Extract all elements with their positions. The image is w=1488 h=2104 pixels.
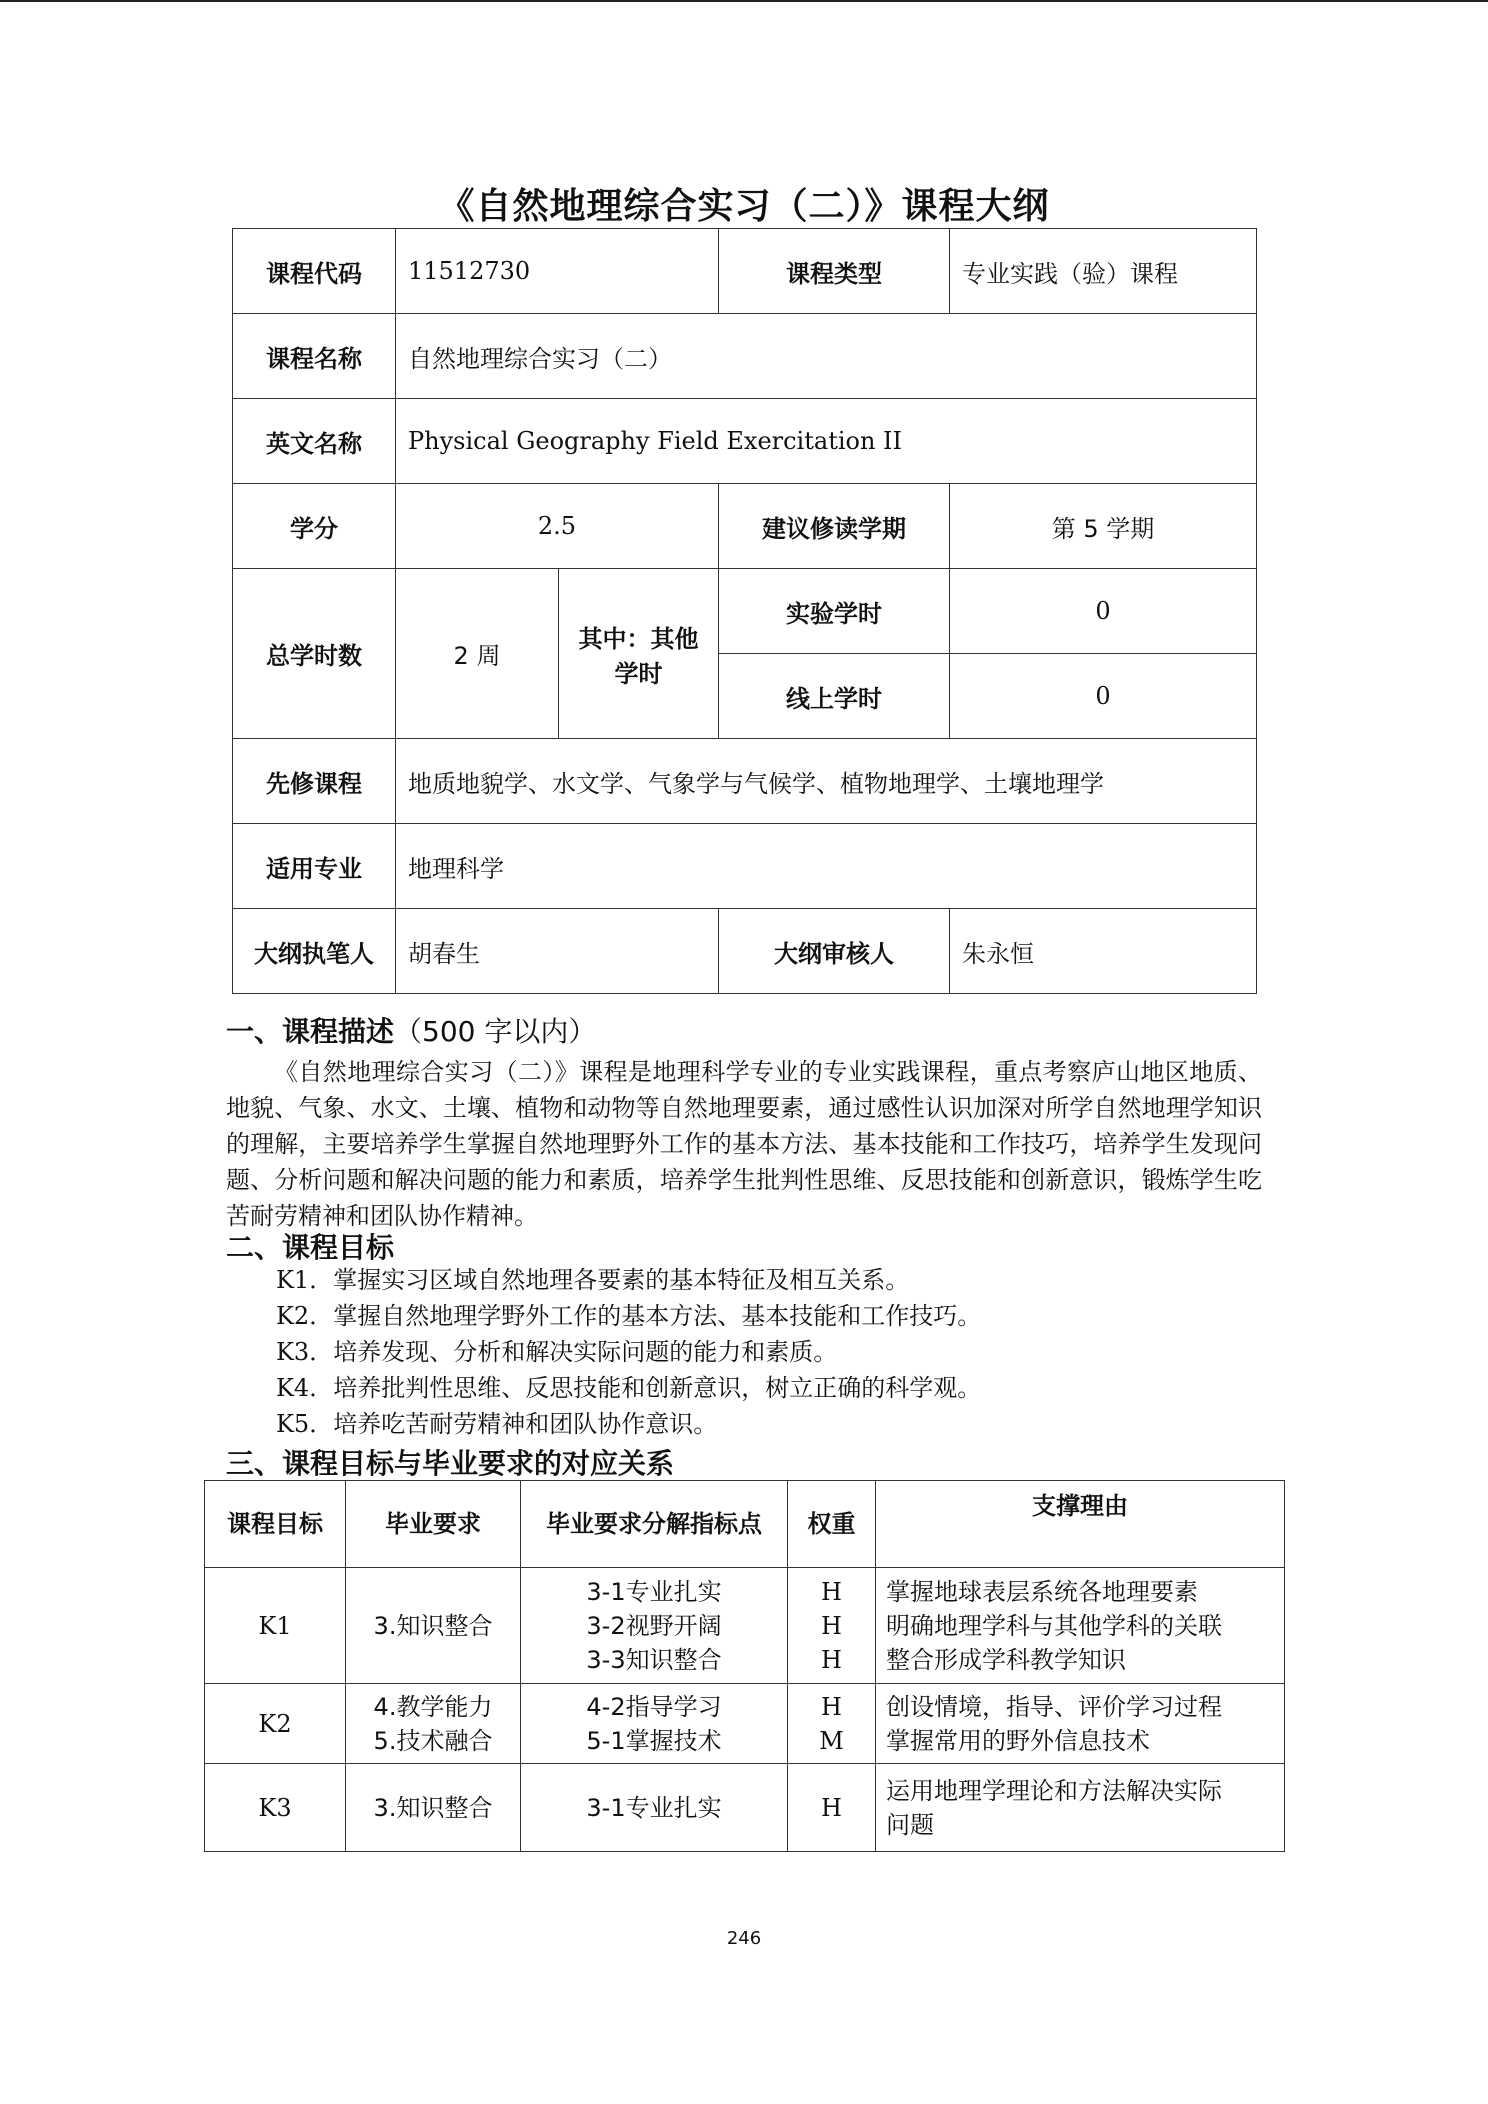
page-number: 246 [726, 1928, 762, 1949]
indicator-item: 5-1掌握技术 [586, 1726, 722, 1755]
table-row [205, 1764, 1285, 1852]
reason-item: 明确地理学科与其他学科的关联 [886, 1611, 1222, 1640]
en-label: 英文名称 [233, 399, 396, 484]
row-requirement [346, 1684, 521, 1764]
section2-heading: 二、课程目标 [226, 1231, 395, 1264]
page-title: 《自然地理综合实习（二）》课程大纲 [438, 186, 1050, 227]
major-value: 地理科学 [396, 824, 1257, 909]
lab-value: 0 [950, 569, 1257, 654]
row-weights [788, 1568, 876, 1684]
table-row [205, 1684, 1285, 1764]
prereq-value: 地质地貌学、水文学、气象学与气候学、植物地理学、土壤地理学 [396, 739, 1257, 824]
row-requirement [346, 1568, 521, 1684]
row-indicators [521, 1684, 788, 1764]
prereq-label: 先修课程 [233, 739, 396, 824]
requirement-item: 3.知识整合 [373, 1793, 493, 1822]
section3-heading: 三、课程目标与毕业要求的对应关系 [226, 1447, 675, 1480]
header-goal: 课程目标 [205, 1481, 346, 1568]
course-info-table [232, 228, 1257, 994]
row-indicators [521, 1568, 788, 1684]
hours-value: 2 周 [396, 569, 559, 739]
reviewer-label: 大纲审核人 [719, 909, 950, 994]
author-label: 大纲执笔人 [233, 909, 396, 994]
reviewer-value: 朱永恒 [950, 909, 1257, 994]
goal-item: K5．培养吃苦耐劳精神和团队协作意识。 [276, 1410, 718, 1438]
header-indicator: 毕业要求分解指标点 [521, 1481, 788, 1568]
indicator-item: 3-2视野开阔 [586, 1611, 722, 1640]
reason-item: 创设情境，指导、评价学习过程 [886, 1692, 1222, 1721]
row-goal: K3 [205, 1764, 346, 1852]
header-weight: 权重 [788, 1481, 876, 1568]
row-reasons [876, 1568, 1285, 1684]
reason-item: 掌握地球表层系统各地理要素 [886, 1577, 1198, 1606]
reason-item: 掌握常用的野外信息技术 [886, 1726, 1150, 1755]
requirement-item: 4.教学能力 [373, 1692, 493, 1721]
header-requirement: 毕业要求 [346, 1481, 521, 1568]
online-label: 线上学时 [719, 654, 950, 739]
row-reasons [876, 1764, 1285, 1852]
course-name: 自然地理综合实习（二） [396, 314, 1257, 399]
course-type: 专业实践（验）课程 [950, 229, 1257, 314]
name-label: 课程名称 [233, 314, 396, 399]
row-reasons [876, 1684, 1285, 1764]
weight-item: H [821, 1793, 842, 1822]
major-label: 适用专业 [233, 824, 396, 909]
hours-label: 总学时数 [233, 569, 396, 739]
term-label: 建议修读学期 [719, 484, 950, 569]
course-code: 11512730 [396, 229, 719, 314]
row-requirement [346, 1764, 521, 1852]
indicator-item: 3-1专业扎实 [586, 1577, 722, 1606]
other-hours-label: 其中：其他学时 [559, 569, 719, 739]
indicator-item: 4-2指导学习 [586, 1692, 722, 1721]
english-name: Physical Geography Field Exercitation II [396, 399, 1257, 484]
reason-item: 问题 [886, 1810, 934, 1839]
credit-value: 2.5 [396, 484, 719, 569]
weight-item: H [821, 1577, 842, 1606]
top-border [0, 0, 1488, 2]
weight-item: M [819, 1726, 844, 1755]
indicator-item: 3-1专业扎实 [586, 1793, 722, 1822]
goal-item: K2．掌握自然地理学野外工作的基本方法、基本技能和工作技巧。 [276, 1302, 982, 1330]
row-weights [788, 1764, 876, 1852]
credit-label: 学分 [233, 484, 396, 569]
type-label: 课程类型 [719, 229, 950, 314]
reason-item: 运用地理学理论和方法解决实际 [886, 1776, 1222, 1805]
lab-label: 实验学时 [719, 569, 950, 654]
goal-item: K1．掌握实习区域自然地理各要素的基本特征及相互关系。 [276, 1266, 910, 1294]
goal-item: K3．培养发现、分析和解决实际问题的能力和素质。 [276, 1338, 838, 1366]
online-value: 0 [950, 654, 1257, 739]
requirement-item: 3.知识整合 [373, 1611, 493, 1640]
row-weights [788, 1684, 876, 1764]
indicator-item: 3-3知识整合 [586, 1645, 722, 1674]
row-goal: K1 [205, 1568, 346, 1684]
code-label: 课程代码 [233, 229, 396, 314]
section1-paragraph: 《自然地理综合实习（二）》课程是地理科学专业的专业实践课程，重点考察庐山地区地质、地貌、气象、水文、土壤、植物和动物等自然地理要素，通过感性认识加深对所学自然地理学知识的理解，主要培养学生掌握自然地理野外工作的基本方法、基本技能和工作技巧，培养学生发现问题、分析问题和解决问题的能力和素质，培养学生批判性思维、反思技能和创新意识，锻炼学生吃苦耐劳精神和团队协作精神。 [226, 1058, 1262, 1230]
table-row [205, 1568, 1285, 1684]
row-indicators [521, 1764, 788, 1852]
section1-note: （500 字以内） [394, 1015, 597, 1048]
term-value: 第 5 学期 [950, 484, 1257, 569]
row-goal: K2 [205, 1684, 346, 1764]
section1-heading [226, 1010, 596, 1050]
weight-item: H [821, 1611, 842, 1640]
weight-item: H [821, 1692, 842, 1721]
weight-item: H [821, 1645, 842, 1674]
requirement-item: 5.技术融合 [373, 1726, 493, 1755]
goal-requirement-table [204, 1480, 1285, 1852]
goal-item: K4．培养批判性思维、反思技能和创新意识，树立正确的科学观。 [276, 1374, 982, 1402]
header-reason: 支撑理由 [876, 1481, 1285, 1568]
section1-title: 一、课程描述 [226, 1015, 395, 1048]
reason-item: 整合形成学科教学知识 [886, 1645, 1126, 1674]
author-value: 胡春生 [396, 909, 719, 994]
